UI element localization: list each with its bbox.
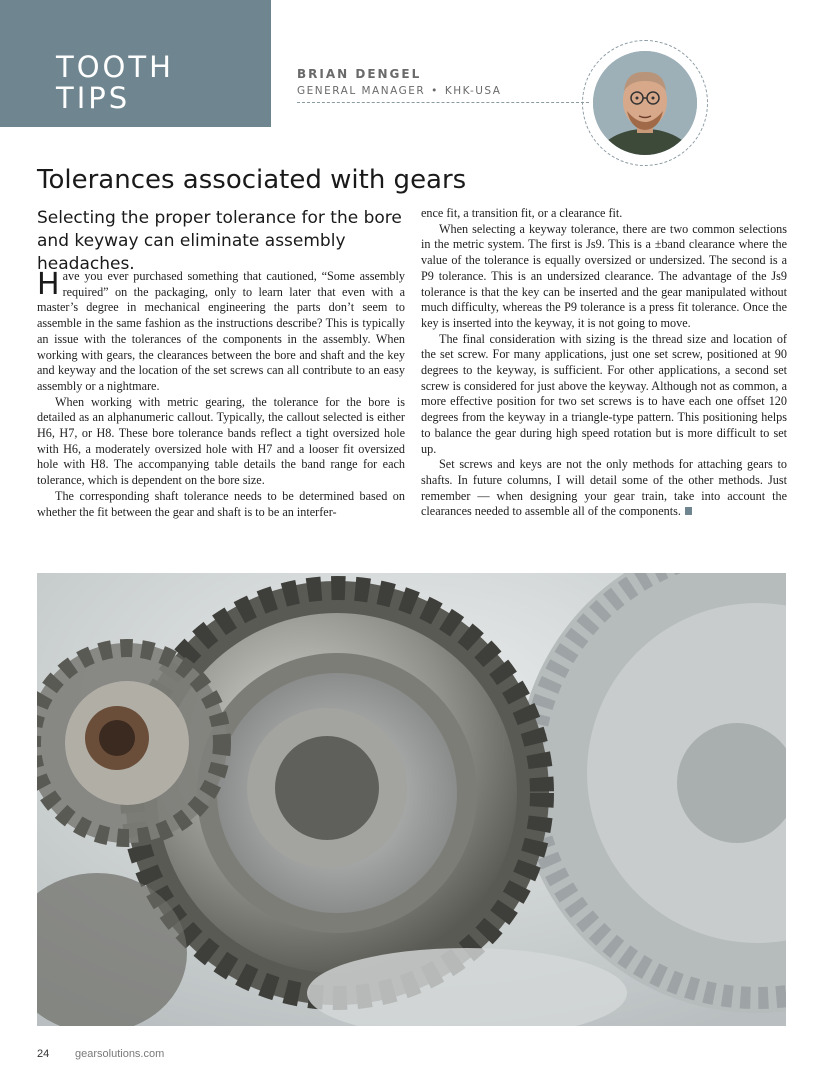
- author-company: KHK-USA: [444, 85, 502, 97]
- article-column-right: [421, 206, 787, 520]
- author-separator: •: [431, 85, 439, 97]
- end-mark-icon: [685, 507, 692, 515]
- author-portrait-illustration: [593, 51, 697, 155]
- article-headline: Tolerances associated with gears: [37, 165, 467, 195]
- author-portrait: [593, 51, 697, 155]
- footer-site: gearsolutions.com: [75, 1048, 165, 1060]
- paragraph-2: When working with metric gearing, the tolerance for the bore is detailed as an alphanumeric callout. Typically, the callout selected is either H6, H7, or H8. These bore tolerance bands reflect a tight oversized hole with H6, a moderately oversized hole with H7 and a looser fit oversized hole with H8. The accompanying table details the band range for each tolerance, which is dependent on the bore size.: [37, 394, 405, 488]
- column-title: [56, 52, 174, 114]
- paragraph-1: [37, 269, 405, 395]
- paragraph-1-text: ave you ever purchased something that cautioned, “Some assembly required” on the packaging, only to learn later that even with a master’s degree in mechanical engineering the parts don’t seem to assemble in the same fashion as the instructions describe? This is typically an issue with the tolerances of the components in the assembly. When working with gears, the clearances between the bore and shaft and the key and keyway and the location of the set screws can all contribute to an easy assembly or a nightmare.: [37, 269, 405, 393]
- author-title: GENERAL MANAGER: [297, 85, 426, 97]
- gears-illustration: [37, 573, 786, 1026]
- column-title-line2: TIPS: [56, 81, 131, 115]
- column-title-line1: TOOTH: [56, 50, 174, 84]
- author-name: BRIAN DENGEL: [297, 67, 422, 81]
- article-column-left: [37, 269, 405, 520]
- paragraph-5: The final consideration with sizing is the thread size and location of the set screw. For many applications, just one set screw, positioned at 90 degrees to the keyway, is sufficient. For other applications, a second set screw is considered for just above the keyway. Although not as common, a more effective position for two set screws is to have each one offset 120 degrees from the keyway in a triangle-type pattern. This positioning helps to balance the gear during high speed rotation but is more difficult to set up.: [421, 331, 787, 456]
- paragraph-6-text: Set screws and keys are not the only methods for attaching gears to shafts. In future columns, I will detail some of the other methods. Just remember — when designing your gear train, take into account the clearances needed to assemble all of the components.: [421, 457, 787, 519]
- paragraph-4: When selecting a keyway tolerance, there are two common selections in the metric system. The first is Js9. This is a ±band clearance where the value of the tolerance is equally oversized or undersized. The second is a P9 tolerance. This is an undersized clearance. The advantage of the Js9 tolerance is that the key can be inserted and the gear manipulated without much difficulty, whereas the P9 tolerance is a press fit tolerance. Once the key is inserted into the keyway, it is not going to move.: [421, 221, 787, 330]
- column-tab: [0, 0, 271, 127]
- drop-cap: H: [37, 267, 60, 302]
- article-deck: Selecting the proper tolerance for the bore and keyway can eliminate assembly headaches.: [37, 208, 402, 274]
- page-number: 24: [37, 1048, 50, 1060]
- paragraph-6: [421, 457, 787, 520]
- paragraph-3: The corresponding shaft tolerance needs to be determined based on whether the fit between the gear and shaft is to be an interfer-: [37, 488, 405, 519]
- author-role: [297, 85, 501, 97]
- author-divider: [297, 102, 589, 103]
- gears-photo: [37, 573, 786, 1026]
- paragraph-3-continued: ence fit, a transition fit, or a clearance fit.: [421, 206, 623, 220]
